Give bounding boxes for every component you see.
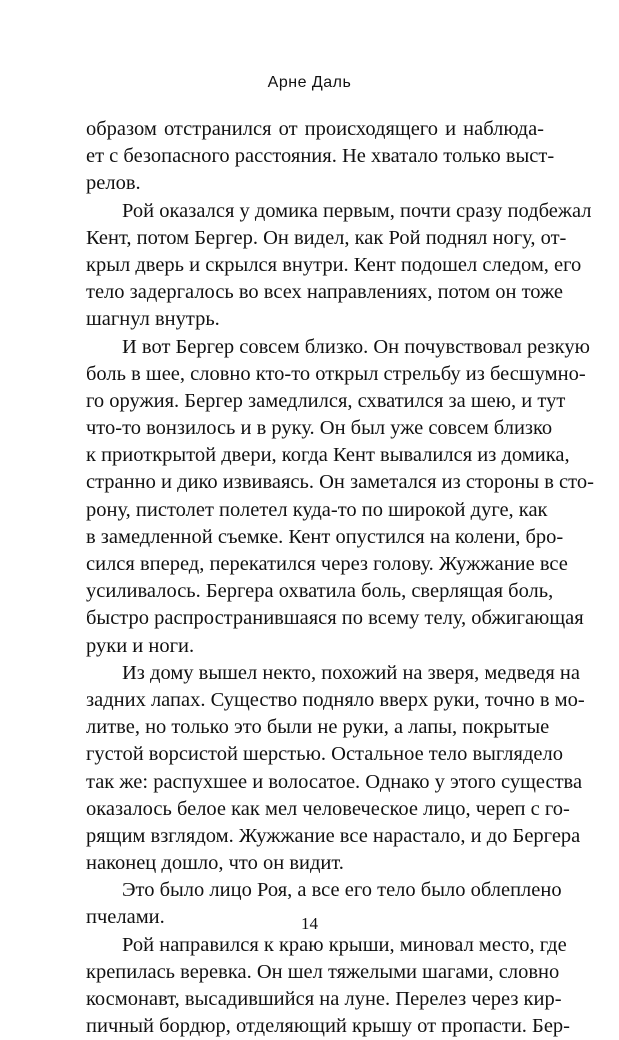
text-line: И вот Бергер совсем близко. Он почувствовал резкую [122, 335, 590, 358]
text-line: быстро распространившаяся по всему телу, обжигающая [86, 607, 584, 630]
text-line: шагнул внутрь. [86, 308, 220, 331]
text-line: рону, пистолет полетел куда-то по широкой дуге, как [86, 498, 548, 521]
text-line: Из дому вышел некто, похожий на зверя, медведя на [122, 661, 581, 684]
text-line: крепилась веревка. Он шел тяжелыми шагами, словно [86, 960, 560, 983]
text-line: что-то вонзилось и в руку. Он был уже совсем близко [86, 417, 553, 440]
text-line: в замедленной съемке. Кент опустился на колени, бро- [86, 525, 564, 548]
text-line: Рой направился к краю крыши, миновал место, где [122, 933, 567, 956]
text-line: Рой оказался у домика первым, почти сразу подбежал [122, 199, 592, 222]
text-line: го оружия. Бергер замедлился, схватился за шею, и тут [86, 389, 566, 412]
text-line: боль в шее, словно кто-то открыл стрельбу из бесшумно- [86, 362, 586, 385]
text-line: оказалось белое как мел человеческое лицо, череп с го- [86, 797, 570, 820]
text-line: задних лапах. Существо подняло вверх руки, точно в мо- [86, 688, 585, 711]
text-line: рящим взглядом. Жужжание все нарастало, и до Бергера [86, 824, 581, 847]
text-line: литве, но только это были не руки, а лапы, покрытые [86, 716, 550, 739]
text-line: к приоткрытой двери, когда Кент вывалился из домика, [86, 444, 570, 467]
body-text [86, 116, 594, 1040]
text-line: космонавт, высадившийся на луне. Перелез через кир- [86, 988, 562, 1010]
text-line: крыл дверь и скрылся внутри. Кент подошел следом, его [86, 253, 582, 276]
text-line: релов. [86, 172, 141, 195]
text-line: Кент, потом Бергер. Он видел, как Рой поднял ногу, от- [86, 226, 567, 249]
text-line: так же: распухшее и волосатое. Однако у этого существа [86, 770, 583, 793]
text-line: образом отстранился от происходящего и наблюда- [86, 118, 544, 140]
running-head: Арне Даль [267, 74, 352, 91]
text-line: странно и дико извиваясь. Он заметался из стороны в сто- [86, 471, 594, 494]
text-line: руки и ноги. [86, 634, 195, 657]
text-line: густой ворсистой шерстью. Остальное тело выглядело [86, 743, 563, 766]
text-line: сился вперед, перекатился через голову. Жужжание все [86, 553, 568, 575]
text-line: пичный бордюр, отделяющий крышу от пропасти. Бер- [86, 1015, 570, 1038]
text-line: тело задергалось во всех направлениях, потом он тоже [86, 281, 564, 304]
page-number: 14 [301, 914, 318, 933]
text-line: пчелами. [86, 906, 165, 929]
text-line: усиливалось. Бергера охватила боль, сверлящая боль, [86, 580, 554, 603]
text-line: Это было лицо Роя, а все его тело было облеплено [122, 879, 562, 902]
text-line: наконец дошло, что он видит. [86, 852, 344, 875]
text-line: ет с безопасного расстояния. Не хватало только выст- [86, 145, 555, 168]
